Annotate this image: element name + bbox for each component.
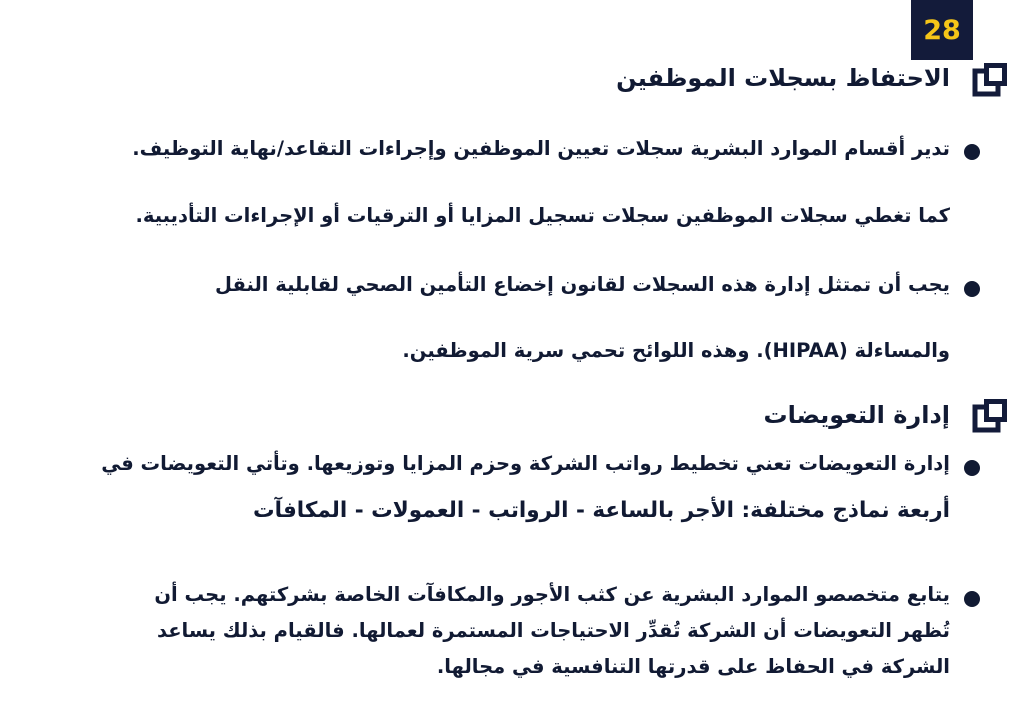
paragraph-line: كما تغطي سجلات الموظفين سجلات تسجيل المزايا أو الترقيات أو الإجراءات التأديبية. <box>135 204 950 227</box>
paragraph-line: يجب أن تمتثل إدارة هذه السجلات لقانون إخضاع التأمين الصحي لقابلية النقل <box>215 273 950 296</box>
copy-squares-icon <box>972 60 1010 98</box>
section-title-compensation: إدارة التعويضات <box>763 401 950 429</box>
bullet-dot <box>964 144 980 160</box>
paragraph-line: والمساءلة (HIPAA). وهذه اللوائح تحمي سرية الموظفين. <box>402 339 950 362</box>
section-title-employee-records: الاحتفاظ بسجلات الموظفين <box>616 64 950 92</box>
paragraph-line: إدارة التعويضات تعني تخطيط رواتب الشركة وحزم المزايا وتوزيعها. وتأتي التعويضات في <box>101 452 950 475</box>
bullet-dot <box>964 281 980 297</box>
paragraph-line: أربعة نماذج مختلفة: الأجر بالساعة - الرواتب - العمولات - المكافآت <box>253 498 950 523</box>
page-number: 28 <box>923 14 961 46</box>
page-number-badge <box>911 0 973 60</box>
paragraph-line: الشركة في الحفاظ على قدرتها التنافسية في مجالها. <box>436 655 950 678</box>
paragraph-line: تدير أقسام الموارد البشرية سجلات تعيين الموظفين وإجراءات التقاعد/نهاية التوظيف. <box>132 137 950 160</box>
bullet-dot <box>964 591 980 607</box>
copy-squares-icon <box>972 396 1010 434</box>
paragraph-line: تُظهر التعويضات أن الشركة تُقدِّر الاحتياجات المستمرة لعمالها. فالقيام بذلك يساعد <box>156 619 950 642</box>
bullet-dot <box>964 460 980 476</box>
paragraph-line: يتابع متخصصو الموارد البشرية عن كثب الأجور والمكافآت الخاصة بشركتهم. يجب أن <box>154 583 950 606</box>
